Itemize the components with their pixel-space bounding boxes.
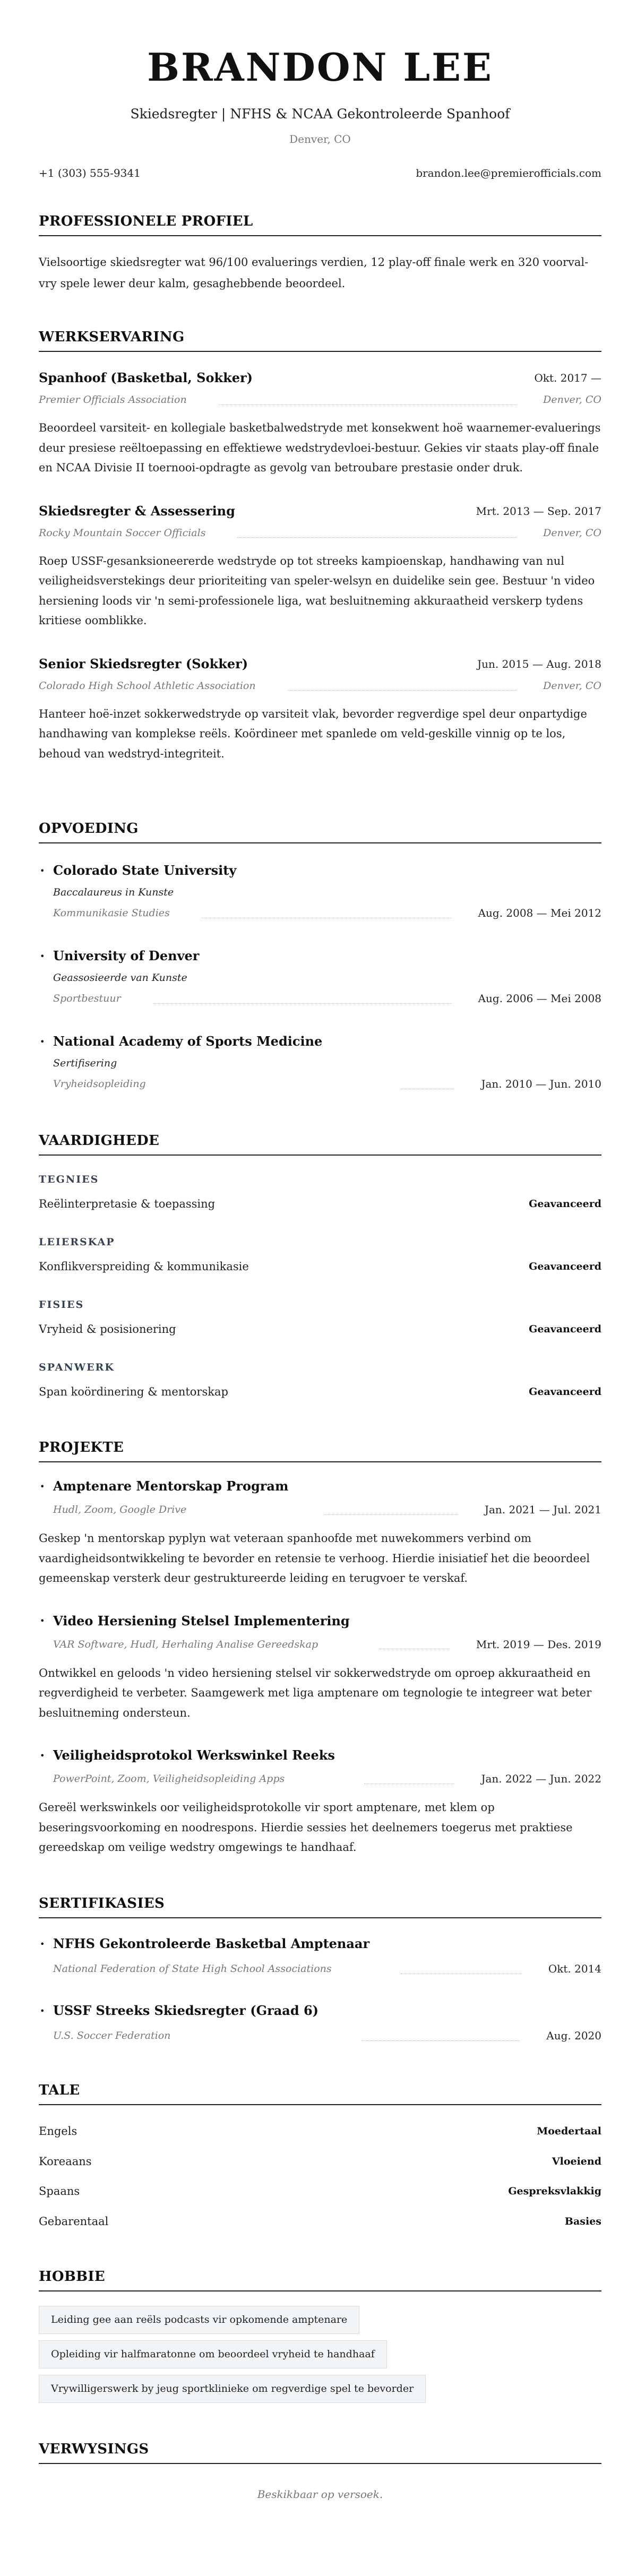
field-of-study: Sportbestuur xyxy=(53,993,121,1004)
references-section xyxy=(39,2441,601,2502)
languages-section xyxy=(39,2082,601,2229)
hobbies-section xyxy=(39,2268,601,2409)
profile-section xyxy=(39,213,601,294)
education-date: Jan. 2010 — Jun. 2010 xyxy=(481,1078,601,1090)
language-name: Gebarentaal xyxy=(39,2215,109,2228)
phone[interactable]: +1 (303) 555-9341 xyxy=(39,167,141,179)
education-entry xyxy=(39,861,601,921)
job-title: Spanhoof (Basketbal, Sokker) xyxy=(39,370,253,385)
skill-level: Geavanceerd xyxy=(529,1261,601,1272)
header-location: Denver, CO xyxy=(289,133,351,145)
job-description: Roep USSF-gesanksioneererde wedstryde op tot streeks kampioenskap, handhawing van nul veiligheidsverstekings deur prioriteiting van speler-welsyn en duidelike sein gee. Bestuur 'n video hersiening loods vir 'n semi-professionele liga, wat besluitneming akkuraatheid verskerp tydens kritiese oomblikke. xyxy=(39,554,595,627)
project-title: Video Hersiening Stelsel Implementering xyxy=(53,1613,350,1629)
certification-entry xyxy=(39,2002,601,2044)
contact-row xyxy=(39,166,601,180)
bullet-icon: • xyxy=(40,2005,45,2016)
dotted-leader xyxy=(237,537,517,538)
job-description: Beoordeel varsiteit- en kollegiale basketbalwedstryde met konsekwent hoë waarnemer-evaluerings deur presiese reëltoepassing en effektiewe wedstrydevloei-bestuur. Gekies vir staats play-off finale en NCAA Divisie II toernooi-opdragte as gevolg van betroubare prestasie onder druk. xyxy=(39,421,601,474)
language-level: Basies xyxy=(564,2216,601,2228)
project-tools: VAR Software, Hudl, Herhaling Analise Gereedskap xyxy=(53,1638,318,1650)
section-heading: OPVOEDING xyxy=(39,820,601,843)
section-heading: SERTIFIKASIES xyxy=(39,1895,601,1918)
education-entry xyxy=(39,1032,601,1092)
skill-name: Konflikverspreiding & kommunikasie xyxy=(39,1260,249,1273)
skill-name: Span koördinering & mentorskap xyxy=(39,1385,228,1398)
project-tools: Hudl, Zoom, Google Drive xyxy=(53,1504,187,1515)
school-name: National Academy of Sports Medicine xyxy=(53,1033,323,1049)
skill-category: LEIERSKAP xyxy=(39,1236,115,1248)
bullet-icon: • xyxy=(40,1481,45,1492)
bullet-icon: • xyxy=(40,1616,45,1626)
skill-name: Vryheid & posisionering xyxy=(39,1323,176,1336)
education-section xyxy=(39,820,601,1092)
skill-name: Reëlinterpretasie & toepassing xyxy=(39,1197,216,1210)
language-row xyxy=(39,2183,601,2199)
degree: Baccalaureus in Kunste xyxy=(53,886,174,898)
skill-row xyxy=(39,1259,601,1274)
job-location: Denver, CO xyxy=(543,679,601,692)
project-date: Jan. 2021 — Jul. 2021 xyxy=(484,1503,601,1516)
project-title: Veiligheidsprotokol Werkswinkel Reeks xyxy=(53,1747,335,1763)
certification-title: NFHS Gekontroleerde Basketbal Amptenaar xyxy=(53,1936,370,1951)
skills-section xyxy=(39,1132,601,1400)
education-date: Aug. 2006 — Mei 2008 xyxy=(478,992,601,1005)
project-date: Jan. 2022 — Jun. 2022 xyxy=(481,1772,601,1785)
certification-issuer: National Federation of State High School Associations xyxy=(53,1963,332,1975)
education-entry xyxy=(39,947,601,1006)
dotted-leader xyxy=(288,690,517,691)
language-level: Moedertaal xyxy=(537,2125,601,2137)
section-heading: TALE xyxy=(39,2082,601,2105)
school-name: University of Denver xyxy=(53,948,200,963)
job-company: Premier Officials Association xyxy=(39,394,187,406)
language-row xyxy=(39,2153,601,2169)
headline: Skiedsregter | NFHS & NCAA Gekontroleerde Spanhoof xyxy=(130,106,510,122)
project-entry xyxy=(39,1477,601,1589)
experience-section xyxy=(39,329,601,764)
job-company: Rocky Mountain Soccer Officials xyxy=(39,527,206,539)
email[interactable]: brandon.lee@premierofficials.com xyxy=(416,167,601,179)
field-of-study: Kommunikasie Studies xyxy=(53,907,170,919)
skill-category: FISIES xyxy=(39,1299,84,1311)
project-title: Amptenare Mentorskap Program xyxy=(53,1478,289,1494)
education-date: Aug. 2008 — Mei 2012 xyxy=(478,907,601,919)
dotted-leader xyxy=(361,2040,520,2041)
job-description: Hanteer hoë-inzet sokkerwedstryde op varsiteit vlak, bevorder regverdige spel deur onpartydige handhawing van komplekse reëls. Koördineer met spanlede om veld-geskille vinnig op te los, behoud van wedstryd-integriteit. xyxy=(39,707,587,760)
skill-row xyxy=(39,1196,601,1212)
language-name: Engels xyxy=(39,2125,78,2138)
section-heading: HOBBIE xyxy=(39,2268,601,2291)
certifications-section xyxy=(39,1895,601,2044)
certification-date: Okt. 2014 xyxy=(548,1962,601,1975)
field-of-study: Vryheidsopleiding xyxy=(53,1078,146,1090)
job-entry xyxy=(39,502,601,631)
hobby-list xyxy=(39,2306,601,2409)
section-heading: VERWYSINGS xyxy=(39,2441,601,2464)
project-entry xyxy=(39,1746,601,1858)
bullet-icon: • xyxy=(40,865,45,876)
section-heading: VAARDIGHEDE xyxy=(39,1132,601,1156)
skill-row xyxy=(39,1384,601,1400)
degree: Sertifisering xyxy=(53,1057,117,1069)
project-description: Ontwikkel en geloods 'n video hersiening stelsel vir sokkerwedstryde om oproep akkuraatheid en regverdigheid te verbeter. Saamgewerk met liga amptenare om tegnologie te integreer wat beter besluitneming ondersteun. xyxy=(39,1666,592,1719)
certification-title: USSF Streeks Skiedsregter (Graad 6) xyxy=(53,2003,319,2018)
candidate-name: BRANDON LEE xyxy=(147,45,493,90)
job-title: Senior Skiedsregter (Sokker) xyxy=(39,656,248,671)
project-tools: PowerPoint, Zoom, Veiligheidsopleiding Apps xyxy=(53,1773,285,1785)
bullet-icon: • xyxy=(40,1036,45,1047)
language-name: Koreaans xyxy=(39,2155,92,2168)
skill-category: SPANWERK xyxy=(39,1362,115,1373)
job-date: Jun. 2015 — Aug. 2018 xyxy=(477,657,601,670)
dotted-leader xyxy=(324,1514,458,1515)
section-heading: WERKSERVARING xyxy=(39,329,601,352)
job-date: Okt. 2017 — xyxy=(534,372,601,384)
profile-text: Vielsoortige skiedsregter wat 96/100 evaluerings verdien, 12 play-off finale werk en 320 voorval-vry spele lewer deur kalm, gesaghebbende beoordeel. xyxy=(39,256,589,290)
project-description: Gereël werkswinkels oor veiligheidsprotokolle vir sport amptenare, met klem op beseringsvoorkoming en noodrespons. Hierdie sessies het deelnemers toegerus met praktiese gereedskap om veilige wedstry omgewings te handhaaf. xyxy=(39,1801,573,1854)
language-row xyxy=(39,2123,601,2139)
projects-section xyxy=(39,1439,601,1858)
skill-row xyxy=(39,1321,601,1337)
language-level: Gespreksvlakkig xyxy=(508,2185,601,2198)
project-date: Mrt. 2019 — Des. 2019 xyxy=(476,1638,601,1651)
bullet-icon: • xyxy=(40,1939,45,1949)
job-entry xyxy=(39,369,601,478)
certification-entry xyxy=(39,1935,601,1977)
skill-level: Geavanceerd xyxy=(529,1386,601,1398)
dotted-leader xyxy=(219,404,517,405)
project-entry xyxy=(39,1612,601,1724)
section-heading: PROFESSIONELE PROFIEL xyxy=(39,213,601,236)
job-location: Denver, CO xyxy=(543,394,601,406)
hobby-chip: Opleiding vir halfmaratonne om beoordeel vryheid te handhaaf xyxy=(39,2340,387,2368)
job-entry xyxy=(39,655,601,764)
language-level: Vloeiend xyxy=(552,2155,601,2167)
school-name: Colorado State University xyxy=(53,863,237,878)
language-row xyxy=(39,2213,601,2229)
section-heading: PROJEKTE xyxy=(39,1439,601,1462)
dotted-leader xyxy=(153,1003,452,1004)
hobby-chip: Vrywilligerswerk by jeug sportklinieke om regverdige spel te bevorder xyxy=(39,2375,426,2403)
language-name: Spaans xyxy=(39,2185,80,2198)
job-title: Skiedsregter & Assessering xyxy=(39,503,235,519)
job-company: Colorado High School Athletic Association xyxy=(39,679,256,692)
skill-category: TEGNIES xyxy=(39,1174,99,1185)
bullet-icon: • xyxy=(40,951,45,961)
references-text: Beskikbaar op versoek. xyxy=(257,2488,383,2501)
degree: Geassosieerde van Kunste xyxy=(53,972,187,984)
bullet-icon: • xyxy=(40,1750,45,1761)
skill-level: Geavanceerd xyxy=(529,1198,601,1210)
project-description: Geskep 'n mentorskap pyplyn wat veteraan spanhoofde met nuwekommers verbind om vaardigheidsontwikkeling te bevorder en retensie te verhoog. Hierdie inisiatief het die beoordeel gemeenskap versterk deur gestruktureerde leiding en terugvoer te verskaf. xyxy=(39,1532,590,1584)
certification-issuer: U.S. Soccer Federation xyxy=(53,2030,171,2041)
certification-date: Aug. 2020 xyxy=(546,2029,601,2042)
hobby-chip: Leiding gee aan reëls podcasts vir opkomende amptenare xyxy=(39,2306,359,2334)
job-location: Denver, CO xyxy=(543,527,601,539)
job-date: Mrt. 2013 — Sep. 2017 xyxy=(476,504,601,518)
skill-level: Geavanceerd xyxy=(529,1323,601,1335)
